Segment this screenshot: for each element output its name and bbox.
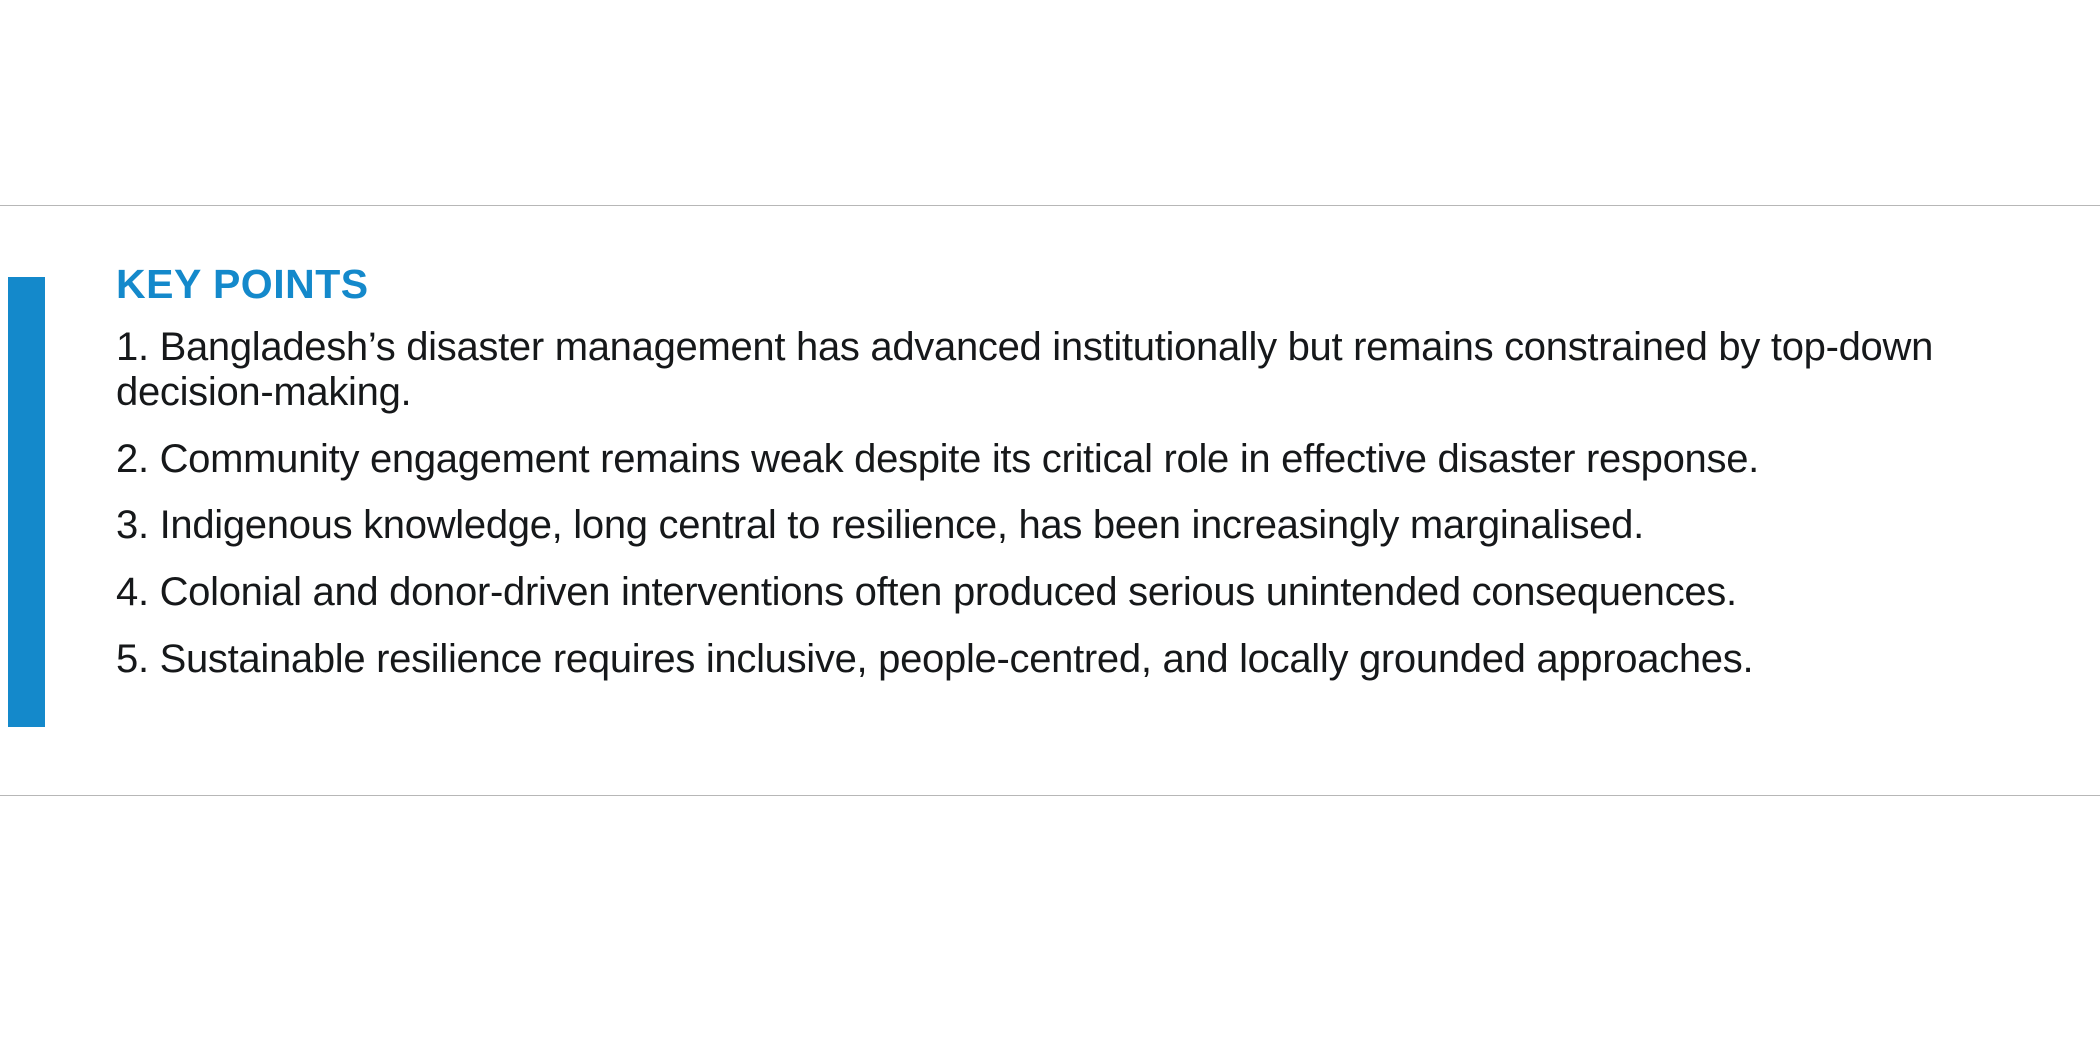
accent-bar [8,277,45,727]
bottom-divider [0,795,2100,796]
key-points-block [116,262,2046,682]
key-points-heading: KEY POINTS [116,261,369,307]
list-item: 1. Bangladesh’s disaster management has advanced institutionally but remains constrained by top-down decision-making. [116,325,1934,414]
list-item: 3. Indigenous knowledge, long central to resilience, has been increasingly marginalised. [116,503,1644,548]
key-points-list [116,325,2046,682]
list-item: 2. Community engagement remains weak despite its critical role in effective disaster response. [116,436,1759,481]
list-item: 4. Colonial and donor-driven interventions often produced serious unintended consequences. [116,570,1737,615]
list-item: 5. Sustainable resilience requires inclusive, people-centred, and locally grounded approaches. [116,637,1754,682]
top-divider [0,205,2100,206]
